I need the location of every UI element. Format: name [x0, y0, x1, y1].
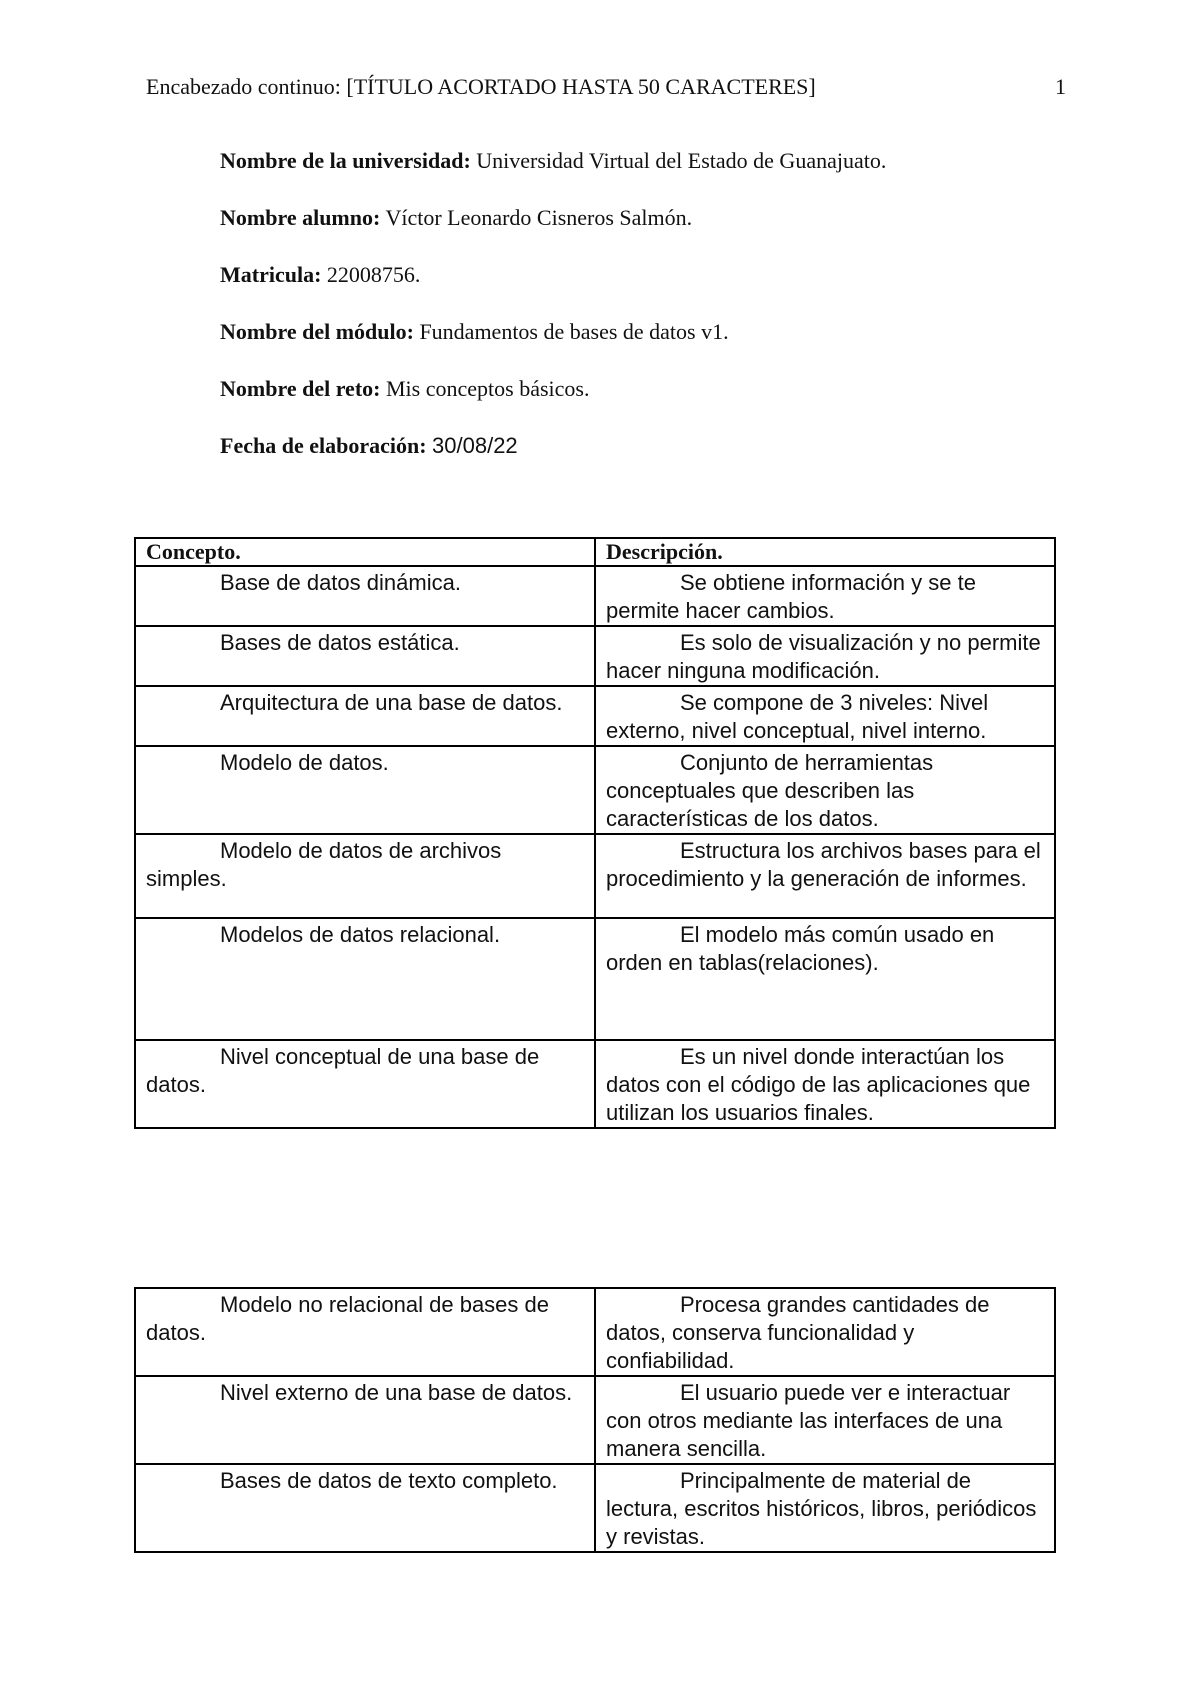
- table-row: [135, 834, 1055, 918]
- info-student: [220, 203, 1100, 260]
- description-cell: Se compone de 3 niveles: Nivel externo, nivel conceptual, nivel interno.: [595, 686, 1055, 746]
- description-cell: El modelo más común usado en orden en tablas(relaciones).: [595, 918, 1055, 1040]
- running-header: [146, 74, 1066, 100]
- info-date: [220, 431, 1100, 488]
- header-concept: Concepto.: [135, 538, 595, 566]
- concept-cell: Modelo no relacional de bases de datos.: [135, 1288, 595, 1376]
- info-value: 30/08/22: [432, 433, 518, 458]
- info-enrollment: [220, 260, 1100, 317]
- concept-cell: Nivel externo de una base de datos.: [135, 1376, 595, 1464]
- table-row: [135, 918, 1055, 1040]
- concept-cell: Bases de datos de texto completo.: [135, 1464, 595, 1552]
- header-description: Descripción.: [595, 538, 1055, 566]
- info-value: 22008756.: [326, 262, 421, 287]
- table-header-row: [135, 538, 1055, 566]
- info-university: [220, 146, 1100, 203]
- concept-cell: Arquitectura de una base de datos.: [135, 686, 595, 746]
- concept-cell: Nivel conceptual de una base de datos.: [135, 1040, 595, 1128]
- info-module: [220, 317, 1100, 374]
- info-challenge: [220, 374, 1100, 431]
- table-row: [135, 746, 1055, 834]
- table-row: [135, 1288, 1055, 1376]
- concept-cell: Modelos de datos relacional.: [135, 918, 595, 1040]
- description-cell: Conjunto de herramientas conceptuales que describen las características de los datos.: [595, 746, 1055, 834]
- info-label: Nombre de la universidad:: [220, 148, 471, 173]
- info-label: Fecha de elaboración:: [220, 433, 427, 458]
- table-row: [135, 626, 1055, 686]
- concept-cell: Base de datos dinámica.: [135, 566, 595, 626]
- info-label: Nombre del módulo:: [220, 319, 414, 344]
- table-row: [135, 686, 1055, 746]
- description-cell: Procesa grandes cantidades de datos, conserva funcionalidad y confiabilidad.: [595, 1288, 1055, 1376]
- description-cell: Principalmente de material de lectura, escritos históricos, libros, periódicos y revistas.: [595, 1464, 1055, 1552]
- info-label: Matricula:: [220, 262, 322, 287]
- student-info: [220, 146, 1100, 488]
- concept-cell: Modelo de datos de archivos simples.: [135, 834, 595, 918]
- page-number: 1: [1055, 74, 1066, 99]
- table-row: [135, 1464, 1055, 1552]
- table-row: [135, 566, 1055, 626]
- info-value: Universidad Virtual del Estado de Guanajuato.: [476, 148, 887, 173]
- concept-cell: Bases de datos estática.: [135, 626, 595, 686]
- concept-cell: Modelo de datos.: [135, 746, 595, 834]
- table-row: [135, 1040, 1055, 1128]
- table-row: [135, 1376, 1055, 1464]
- description-cell: Estructura los archivos bases para el procedimiento y la generación de informes.: [595, 834, 1055, 918]
- description-cell: El usuario puede ver e interactuar con otros mediante las interfaces de una manera sencilla.: [595, 1376, 1055, 1464]
- concepts-table-continued: [134, 1287, 1056, 1553]
- concepts-table: [134, 537, 1056, 1129]
- description-cell: Se obtiene información y se te permite hacer cambios.: [595, 566, 1055, 626]
- info-value: Fundamentos de bases de datos v1.: [419, 319, 729, 344]
- description-cell: Es un nivel donde interactúan los datos con el código de las aplicaciones que utilizan los usuarios finales.: [595, 1040, 1055, 1128]
- info-label: Nombre del reto:: [220, 376, 381, 401]
- info-value: Mis conceptos básicos.: [385, 376, 590, 401]
- info-label: Nombre alumno:: [220, 205, 381, 230]
- running-head-text: Encabezado continuo: [TÍTULO ACORTADO HASTA 50 CARACTERES]: [146, 74, 816, 99]
- description-cell: Es solo de visualización y no permite hacer ninguna modificación.: [595, 626, 1055, 686]
- info-value: Víctor Leonardo Cisneros Salmón.: [385, 205, 693, 230]
